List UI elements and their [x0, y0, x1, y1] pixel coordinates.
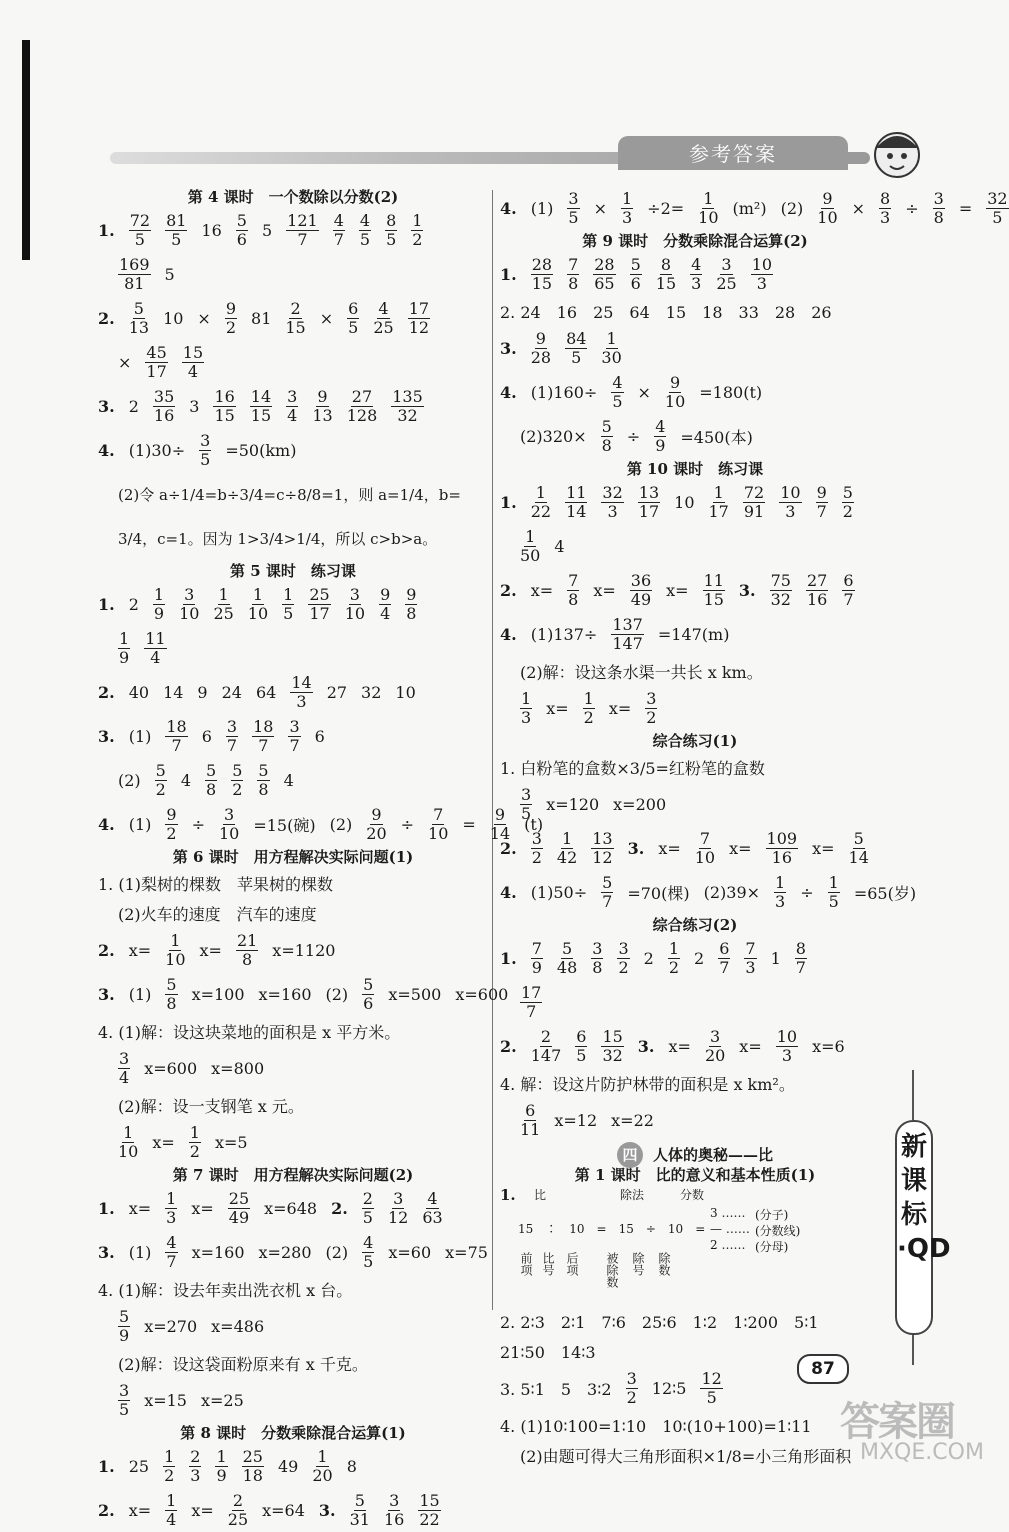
answer-row: 2. x= $\frac{1}{10}$ x= $\frac{21}{8}$ x=1120 [98, 930, 336, 969]
mascot-icon [862, 120, 932, 190]
answer-row: (2)解：设这袋面粉原来有 x 千克。 [118, 1354, 368, 1374]
answer-row: $\frac{169}{81}$ 5 [119, 254, 175, 293]
answer-row: 2. $\frac{5}{13}$ 10 × $\frac{9}{2}$ 81 $\frac{2}{15}$ × $\frac{6}{5}$ $\frac{4}{25}$ $\frac{17}{12}$ [98, 298, 430, 337]
ratio-diagram: 1. 比 除法 分数 15 ∶ 10 = 15 ÷ 10 = 3 …… (分子) — …… (分数线) 2 …… (分母) 前项 比号 后项 被除数 除号 除数 [500, 1186, 801, 1288]
watermark-url: MXQE.COM [860, 1440, 984, 1465]
answer-row: 4. (1)解：设这块菜地的面积是 x 平方米。 [98, 1022, 401, 1042]
unit-badge: 四 [617, 1142, 643, 1168]
answer-row: $\frac{1}{3}$ x= $\frac{1}{2}$ x= $\frac{3}{2}$ [521, 688, 657, 727]
answer-row: (2)令 a÷1/4=b÷3/4=c÷8/8=1，则 a=1/4，b= [118, 485, 461, 504]
answer-row: $\frac{1}{50}$ 4 [520, 526, 565, 565]
answer-row: $\frac{3}{5}$ x=15 x=25 [119, 1380, 244, 1419]
answer-row: 4. 解：设这片防护林带的面积是 x km²。 [500, 1074, 795, 1094]
answer-row: 2. $\frac{2}{147}$ $\frac{6}{5}$ $\frac{15}{32}$ 3. x= $\frac{3}{20}$ x= $\frac{10}{3}$ x=6 [500, 1026, 845, 1065]
answer-row: 1. $\frac{28}{15}$ $\frac{7}{8}$ $\frac{28}{65}$ $\frac{5}{6}$ $\frac{8}{15}$ $\frac{4}{3}$ $\frac{3}{25}$ $\frac{10}{3}$ [500, 254, 773, 293]
answer-row: $\frac{1}{9}$ $\frac{11}{4}$ [119, 628, 166, 667]
edition-label: 新课标·QD [895, 1120, 933, 1335]
answer-row: $\frac{3}{5}$ x=120 x=200 [521, 784, 667, 823]
answer-row: 4. (1) $\frac{3}{5}$ × $\frac{1}{3}$ ÷2= $\frac{1}{10}$ (m²) (2) $\frac{9}{10}$ × $\frac{8}{3}$ ÷ $\frac{3}{8}$ = $\frac{32}{5}$ [500, 188, 1008, 227]
answer-row: × $\frac{45}{17}$ $\frac{15}{4}$ [118, 342, 204, 381]
answer-row: $\frac{6}{11}$ x=12 x=22 [520, 1100, 654, 1139]
answer-row: 3. 5∶1 5 3∶2 $\frac{3}{2}$ 12∶5 $\frac{12}{5}$ [500, 1368, 722, 1407]
unit-title: 四 人体的奥秘——比 [500, 1142, 890, 1164]
section-title: 第 6 课时 用方程解决实际问题(1) [172, 848, 414, 866]
answer-row: 4. (1)137÷ $\frac{137}{147}$ =147(m) [500, 614, 730, 653]
answer-row: 1. x= $\frac{1}{3}$ x= $\frac{25}{49}$ x=648 2. $\frac{2}{5}$ $\frac{3}{12}$ $\frac{4}{63}$ [98, 1188, 443, 1227]
answer-row: 21∶50 14∶3 [500, 1342, 596, 1362]
answer-row: (2)解：设一支钢笔 x 元。 [118, 1096, 304, 1116]
answer-row: 2. 2∶3 2∶1 7∶6 25∶6 1∶2 1∶200 5∶1 [500, 1312, 819, 1332]
answer-row: 3. (1) $\frac{4}{7}$ x=160 x=280 (2) $\frac{4}{5}$ x=60 x=75 [98, 1232, 488, 1271]
column-divider [492, 190, 493, 1310]
answer-row: 1. 25 $\frac{1}{2}$ $\frac{2}{3}$ $\frac{1}{9}$ $\frac{25}{18}$ 49 $\frac{1}{20}$ 8 [98, 1446, 357, 1485]
section-title: 第 5 课时 练习课 [230, 562, 356, 580]
answer-row: 2. 24 16 25 64 15 18 33 28 26 [500, 302, 832, 322]
watermark-logo: 答案圈 [840, 1399, 954, 1445]
answer-row: 4. (1)10∶100=1∶10 10∶(10+100)=1∶11 [500, 1416, 812, 1436]
header-label: 参考答案 [618, 136, 848, 170]
answer-row: $\frac{1}{10}$ x= $\frac{1}{2}$ x=5 [118, 1122, 248, 1161]
answer-row: (2) $\frac{5}{2}$ 4 $\frac{5}{8}$ $\frac{5}{2}$ $\frac{5}{8}$ 4 [118, 760, 294, 799]
answer-row: (2)320× $\frac{5}{8}$ ÷ $\frac{4}{9}$ =450(本) [520, 416, 753, 455]
answer-row: 3. (1) $\frac{5}{8}$ x=100 x=160 (2) $\frac{5}{6}$ x=500 x=600 [98, 974, 509, 1013]
section-title: 综合练习(2) [652, 916, 738, 934]
answer-row: $\frac{3}{4}$ x=600 x=800 [119, 1048, 265, 1087]
answer-row: (2)由题可得大三角形面积×1/8=小三角形面积 [520, 1446, 852, 1466]
answer-row: 1. 2 $\frac{1}{9}$ $\frac{3}{10}$ $\frac{1}{25}$ $\frac{1}{10}$ $\frac{1}{5}$ $\frac{25}{17}$ $\frac{3}{10}$ $\frac{9}{4}$ $\frac{9}{8}$ [98, 584, 417, 623]
sidebar-connector [912, 1335, 914, 1365]
answer-row: 4. (1)160÷ $\frac{4}{5}$ × $\frac{9}{10}$ =180(t) [500, 372, 763, 411]
answer-row: $\frac{17}{7}$ [521, 982, 542, 1021]
section-title: 第 9 课时 分数乘除混合运算(2) [582, 232, 808, 250]
answer-row: 2. $\frac{3}{2}$ $\frac{1}{42}$ $\frac{13}{12}$ 3. x= $\frac{7}{10}$ x= $\frac{109}{16}$ x= $\frac{5}{14}$ [500, 828, 869, 867]
answer-row: 4. (1)50÷ $\frac{5}{7}$ =70(棵) (2)39× $\frac{1}{3}$ ÷ $\frac{1}{5}$ =65(岁) [500, 872, 917, 911]
answer-row: 2. x= $\frac{1}{4}$ x= $\frac{2}{25}$ x=64 3. $\frac{5}{31}$ $\frac{3}{16}$ $\frac{15}{22}$ [98, 1490, 440, 1529]
answer-row: 4. (1)解：设去年卖出洗衣机 x 台。 [98, 1280, 353, 1300]
binding-edge [22, 40, 30, 260]
section-title: 第 8 课时 分数乘除混合运算(1) [180, 1424, 406, 1442]
answer-row: 1. $\frac{72}{5}$ $\frac{81}{5}$ 16 $\frac{5}{6}$ 5 $\frac{121}{7}$ $\frac{4}{7}$ $\frac{4}{5}$ $\frac{8}{5}$ $\frac{1}{2}$ [98, 210, 423, 249]
answer-row: 1. $\frac{7}{9}$ $\frac{5}{48}$ $\frac{3}{8}$ $\frac{3}{2}$ 2 $\frac{1}{2}$ 2 $\frac{6}{7}$ $\frac{7}{3}$ 1 $\frac{8}{7}$ [500, 938, 806, 977]
section-title: 综合练习(1) [652, 732, 738, 750]
answer-row: 3. (1) $\frac{18}{7}$ 6 $\frac{3}{7}$ $\frac{18}{7}$ $\frac{3}{7}$ 6 [98, 716, 325, 755]
answer-row: 2. 40 14 9 24 64 $\frac{14}{3}$ 27 32 10 [98, 672, 416, 711]
answer-row: 4. (1)30÷ $\frac{3}{5}$ =50(km) [98, 430, 297, 469]
answer-row: 3/4，c=1。因为 1>3/4>1/4，所以 c>b>a。 [118, 529, 438, 548]
section-title: 第 10 课时 练习课 [626, 460, 764, 478]
answer-row: (2)解：设这条水渠一共长 x km。 [520, 662, 763, 682]
section-title: 第 7 课时 用方程解决实际问题(2) [172, 1166, 414, 1184]
answer-row: (2)火车的速度 汽车的速度 [118, 904, 317, 924]
answer-row: 4. (1) $\frac{9}{2}$ ÷ $\frac{3}{10}$ =15(碗) (2) $\frac{9}{20}$ ÷ $\frac{7}{10}$ = $\frac{9}{14}$ (t) [98, 804, 544, 843]
answer-row: 1. (1)梨树的棵数 苹果树的棵数 [98, 874, 334, 894]
section-title: 第 4 课时 一个数除以分数(2) [187, 188, 399, 206]
sidebar-connector [912, 1070, 914, 1120]
answer-row: 1. 白粉笔的盒数×3/5=红粉笔的盒数 [500, 758, 765, 778]
answer-row: 1. $\frac{1}{22}$ $\frac{11}{14}$ $\frac{32}{3}$ $\frac{13}{17}$ 10 $\frac{1}{17}$ $\frac{72}{91}$ $\frac{10}{3}$ $\frac{9}{7}$ $\frac{5}{2}$ [500, 482, 853, 521]
answer-row: 2. x= $\frac{7}{8}$ x= $\frac{36}{49}$ x= $\frac{11}{15}$ 3. $\frac{75}{32}$ $\frac{27}{16}$ $\frac{6}{7}$ [500, 570, 854, 609]
page-number: 87 [797, 1354, 849, 1384]
section-title: 第 1 课时 比的意义和基本性质(1) [574, 1166, 816, 1184]
answer-row: 3. 2 $\frac{35}{16}$ 3 $\frac{16}{15}$ $\frac{14}{15}$ $\frac{3}{4}$ $\frac{9}{13}$ $\frac{27}{128}$ $\frac{135}{32}$ [98, 386, 423, 425]
answer-row: 3. $\frac{9}{28}$ $\frac{84}{5}$ $\frac{1}{30}$ [500, 328, 622, 367]
answer-row: $\frac{5}{9}$ x=270 x=486 [119, 1306, 265, 1345]
